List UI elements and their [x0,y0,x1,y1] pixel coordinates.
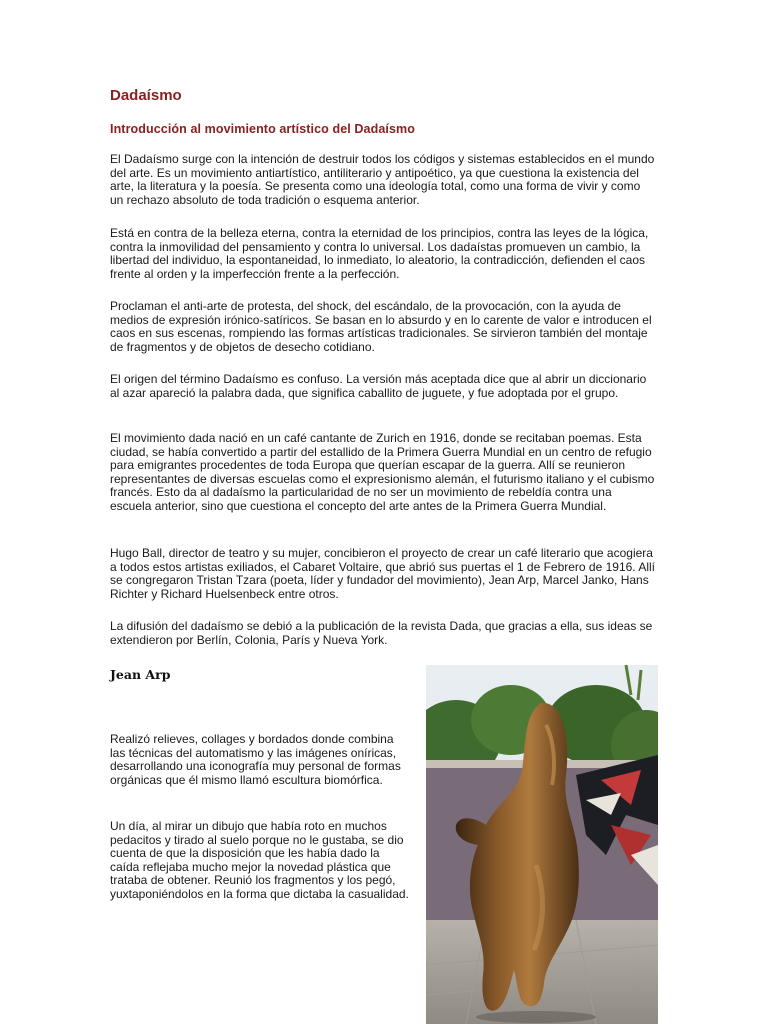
paragraph-arp-reliefs: Realizó relieves, collages y bordados donde combina las técnicas del automatismo y las imágenes oníricas, desarrollando una iconografía muy personal de formas orgánicas que él mismo llamó escultura biomórfica. [110,732,401,787]
paragraph-diffusion: La difusión del dadaísmo se debió a la publicación de la revista Dada, que gracias a ella, sus ideas se extendieron por Berlín, Colonia, París y Nueva York. [110,619,653,647]
page-title: Dadaísmo [110,87,182,104]
paragraph-intro: El Dadaísmo surge con la intención de destruir todos los códigos y sistemas establecidos en el mundo del arte. Es un movimiento antiartístico, antiliterario y antipoético, ya que cuestiona la existencia del arte, la literatura y la poesía. Se presenta como una ideología total, como una forma de vivir y como un rechazo absoluto de toda tradición o esquema anterior. [110,152,655,207]
paragraph-arp-chance: Un día, al mirar un dibujo que había roto en muchos pedacitos y tirado al suelo porque no le gustaba, se dio cuenta de que la disposición que les había dado la caída reflejaba mucho mejor la novedad plástica que trataba de obtener. Reunió los fragmentos y los pegó, yuxtaponiéndolos en la forma que dictaba la casualidad. [110,819,409,901]
paragraph-origin: El origen del término Dadaísmo es confuso. La versión más aceptada dice que al abrir un diccionario al azar apareció la palabra dada, que significa caballito de juguete, y fue adoptada por el grupo. [110,372,647,400]
sculpture-illustration [426,665,658,1024]
paragraph-principles: Está en contra de la belleza eterna, contra la eternidad de los principios, contra las leyes de la lógica, contra la inmovilidad del pensamiento y contra lo universal. Los dadaístas promueven un cambio, la libertad del individuo, la espontaneidad, lo inmediato, lo aleatorio, la contradicción, defienden el caos frente al orden y la imperfección frente a la perfección. [110,226,649,281]
paragraph-zurich: El movimiento dada nació en un café cantante de Zurich en 1916, donde se recitaban poemas. Esta ciudad, se había convertido a partir del estallido de la Primera Guerra Mundial en un centro de refugio para emigrantes procedentes de toda Europa que querían escapar de la guerra. Allí se reunieron representantes de diversas escuelas como el expresionismo alemán, el futurismo italiano y el cubismo francés. Esto da al dadaísmo la particularidad de no ser un movimiento de rebeldía contra una escuela anterior, sino que cuestiona el concepto del arte antes de la Primera Guerra Mundial. [110,431,655,513]
paragraph-anti-art: Proclaman el anti-arte de protesta, del shock, del escándalo, de la provocación, con la ayuda de medios de expresión irónico-satíricos. Se basan en lo absurdo y en lo carente de valor e introducen el caos en sus escenas, rompiendo las formas artísticas tradicionales. Se sirvieron también del montaje de fragmentos y de objetos de desecho cotidiano. [110,299,652,354]
sculpture-photo [426,665,658,1024]
section-heading-jean-arp: Jean Arp [110,667,171,682]
paragraph-cabaret: Hugo Ball, director de teatro y su mujer, concibieron el proyecto de crear un café literario que acogiera a todos estos artistas exiliados, el Cabaret Voltaire, que abrió sus puertas el 1 de Febrero de 1916. Allí se congregaron Tristan Tzara (poeta, líder y fundador del movimiento), Jean Arp, Marcel Janko, Hans Richter y Richard Huelsenbeck entre otros. [110,546,655,601]
page-subtitle: Introducción al movimiento artístico del Dadaísmo [110,122,415,136]
